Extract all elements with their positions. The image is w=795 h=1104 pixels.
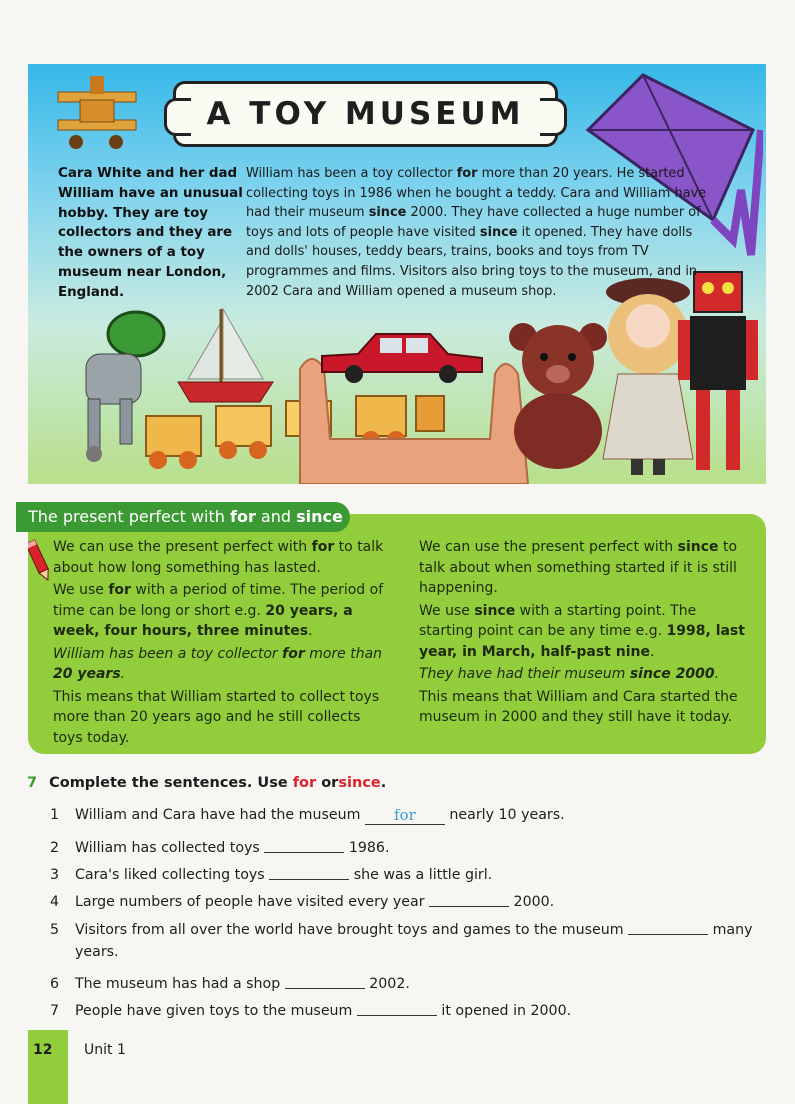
toy-museum-banner (28, 64, 766, 484)
answer-field[interactable]: for (365, 808, 445, 825)
pencil-icon (28, 538, 50, 584)
exercise-item (50, 889, 554, 910)
answer-field[interactable] (285, 972, 365, 989)
grammar-keyword: 1998, last year, in March, half-past nine (419, 623, 745, 660)
grammar-text: with a starting point. The starting point can be any time e.g. (419, 602, 697, 639)
toy-plane-image (50, 72, 142, 158)
page-title: A TOY MUSEUM (206, 96, 525, 132)
choice-since: since (338, 775, 381, 791)
grammar-keyword: since (677, 539, 719, 555)
answer-field[interactable] (357, 999, 437, 1016)
item-text: Cara's liked collecting toys (75, 867, 270, 883)
since-usage (419, 537, 754, 599)
since-explanation: This means that William and Cara started the museum in 2000 and they still have it today. (419, 688, 738, 725)
for-rule (53, 580, 391, 642)
item-text: People have given toys to the museum (75, 1003, 357, 1019)
choice-or: or (321, 775, 339, 791)
article-text: 2000. They have collected a huge number of toys and lots of people have visited (246, 205, 701, 240)
item-number: 5 (50, 922, 60, 938)
exercise-number: 7 (27, 775, 38, 791)
item-text: 1986. (344, 840, 390, 856)
article-text: William has been a toy collector (246, 166, 457, 181)
since-rule (419, 601, 754, 663)
item-text: she was a little girl. (349, 867, 493, 883)
item-text: The museum has had a shop (75, 976, 285, 992)
grammar-keyword: since (474, 602, 516, 619)
page-number: 12 (33, 1042, 53, 1058)
example-text: William has been a toy collector (53, 645, 283, 662)
answer-field[interactable] (628, 918, 708, 935)
example-keyword: for (282, 645, 305, 662)
grammar-text: to talk about when something started if it is still happening. (419, 539, 738, 596)
example-keyword: 20 years (53, 666, 121, 682)
item-number: 1 (50, 807, 60, 823)
item-text: 2002. (364, 976, 410, 992)
grammar-keyword: for (108, 582, 131, 598)
grammar-text: . (649, 643, 655, 660)
grammar-text: We can use the present perfect with (419, 539, 678, 555)
title-plaque (173, 81, 558, 147)
example-text: more than (304, 645, 383, 662)
article-keyword: since (368, 205, 407, 221)
item-text: many (708, 922, 753, 938)
item-text: William and Cara have had the museum (75, 807, 365, 823)
for-usage (53, 537, 391, 578)
item-number: 2 (50, 840, 60, 856)
intro-summary: Cara White and her dad William have an unusual hobby. They are toy collectors and they are the owners of a toy museum near London, England. (58, 166, 243, 300)
grammar-text: to talk about how long something has lasted. (53, 539, 384, 576)
grammar-since-column (419, 537, 754, 730)
item-number: 6 (50, 976, 60, 992)
grammar-text: We use (419, 602, 475, 619)
exercise-item (50, 835, 389, 856)
exercise-item (50, 917, 752, 938)
toy-car-image (318, 326, 486, 386)
item-text: William has collected toys (75, 840, 265, 856)
grammar-heading-text: The present perfect with (28, 507, 230, 526)
unit-label: Unit 1 (84, 1042, 126, 1058)
article-text: more than 20 years. He started collecting toys in 1986 when he bought a teddy. Cara and William have had their museum (246, 166, 707, 221)
article-keyword: for (456, 166, 478, 181)
article-text: it opened. They have dolls and dolls' houses, teddy bears, trains, books and toys from TV programmes and films. Visitors also bring toys to the museum, and in 2002 Cara and William opened a museum shop. (246, 224, 698, 299)
grammar-text: . (308, 623, 313, 639)
article-keyword: since (479, 224, 518, 240)
exercise-heading (27, 775, 386, 791)
exercise-item (50, 998, 571, 1019)
item-text: Large numbers of people have visited every year (75, 894, 430, 910)
example-text: . (714, 666, 720, 682)
exercise-instruction: Complete the sentences. Use (49, 775, 288, 791)
item-text: Visitors from all over the world have brought toys and games to the museum (75, 922, 629, 938)
grammar-heading-text: and (255, 507, 297, 526)
answer-field[interactable] (264, 836, 344, 853)
answer-field[interactable] (429, 890, 509, 907)
item-text: 2000. (509, 894, 555, 910)
grammar-heading-keyword: since (296, 507, 343, 526)
item-number: 7 (50, 1003, 60, 1019)
exercise-item (50, 971, 410, 992)
example-keyword: since 2000 (629, 666, 715, 682)
item-text: years. (75, 944, 119, 960)
for-example (53, 644, 391, 685)
grammar-text: with a period of time. The period of time can be long or short e.g. (53, 582, 384, 619)
grammar-heading (16, 502, 350, 532)
grammar-keyword: 20 years, a week, four hours, three minutes (53, 602, 353, 639)
item-text: it opened in 2000. (436, 1003, 572, 1019)
grammar-heading-keyword: for (230, 507, 256, 526)
answer-field[interactable] (269, 863, 349, 880)
item-number: 4 (50, 894, 60, 910)
exercise-item (50, 807, 565, 824)
choice-for: for (292, 775, 317, 791)
item-text: nearly 10 years. (444, 807, 565, 823)
grammar-keyword: for (311, 539, 335, 555)
exercise-item-continued (50, 944, 119, 960)
grammar-text: We can use the present perfect with (53, 539, 312, 555)
item-number: 3 (50, 867, 60, 883)
grammar-for-column (53, 537, 391, 750)
for-explanation: This means that William started to collect toys more than 20 years ago and he still collects toys today. (53, 688, 380, 746)
grammar-text: We use (53, 582, 109, 598)
example-text: They have had their museum (419, 666, 630, 682)
example-text: . (120, 666, 126, 682)
heading-period: . (380, 775, 387, 791)
since-example (419, 664, 754, 685)
exercise-item (50, 862, 492, 883)
intro-article (246, 164, 716, 301)
